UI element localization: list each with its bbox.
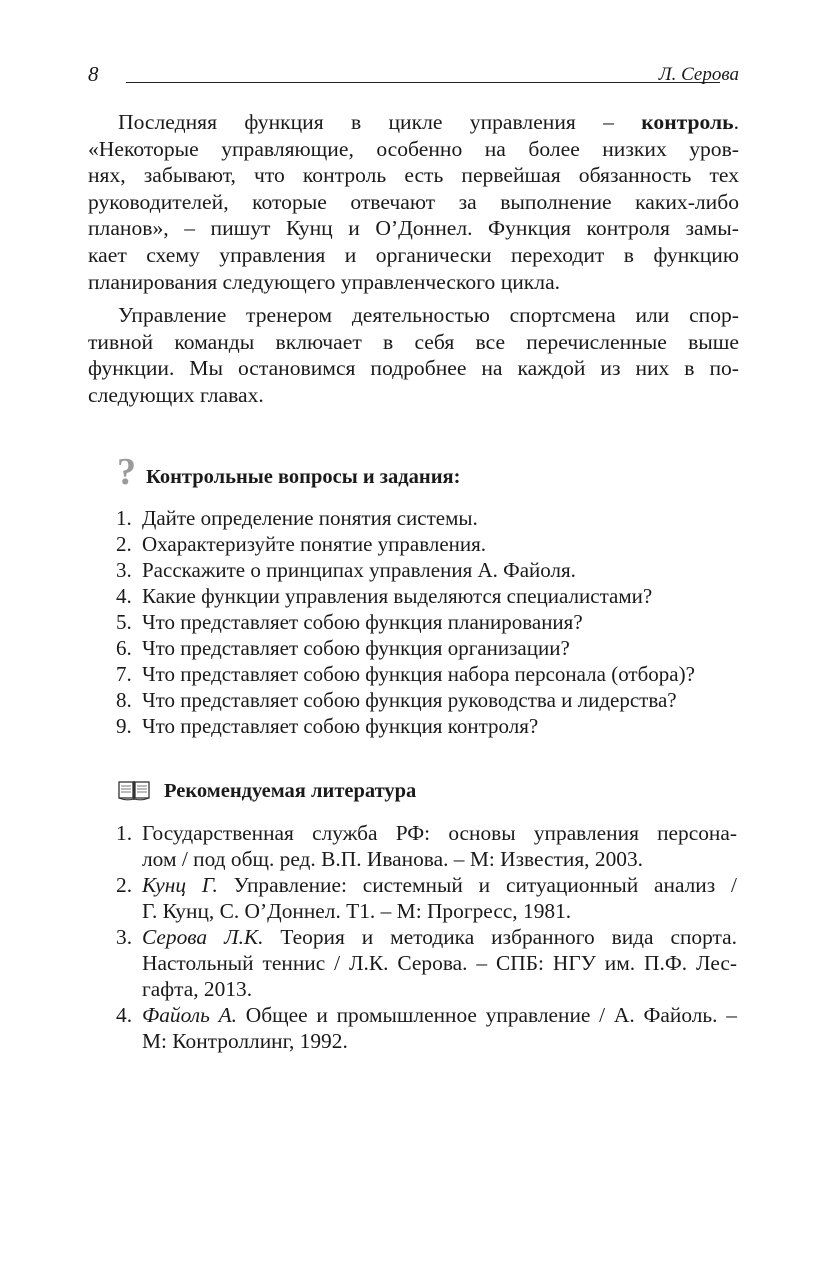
item-number: 2. [116,873,133,897]
paragraph-line: «Некоторые управляющие, особенно на более низких уров- [88,136,739,161]
text-run: Последняя функция в цикле управления – [118,110,642,134]
item-number: 4. [116,1003,133,1027]
questions-heading: Контрольные вопросы и задания: [146,466,461,488]
paragraph-line [118,109,739,136]
page-number: 8 [88,62,99,86]
paragraph-line: следующих главах. [88,382,264,407]
item-number: 5. [116,610,132,634]
list-item [116,820,737,872]
list-item [116,687,737,713]
paragraph-line: Управление тренером деятельностью спортсмена или спор- [118,303,739,327]
open-book-icon [118,779,150,801]
item-text: Что представляет собою функция руководства и лидерства? [142,688,677,712]
item-line [142,924,737,950]
list-item [116,531,737,557]
item-number: 7. [116,662,132,686]
item-line [142,872,737,898]
item-line: Настольный теннис / Л.К. Серова. – СПБ: НГУ им. П.Ф. Лес- [142,951,737,975]
item-text: Какие функции управления выделяются специалистами? [142,584,653,608]
item-number: 2. [116,532,132,556]
list-item [116,661,737,687]
running-header [88,62,739,92]
item-text: Что представляет собою функция контроля? [142,714,539,738]
list-item [116,924,737,1002]
list-item [116,713,737,739]
item-text: Что представляет собою функция организации? [142,636,570,660]
paragraph-line: функции. Мы остановимся подробнее на каждой из них в по- [88,356,739,381]
item-number: 3. [116,925,133,949]
running-author: Л. Серова [658,64,739,85]
item-number: 4. [116,584,132,608]
item-text: Общее и промышленное управление / А. Файоль. – [237,1003,737,1027]
literature-heading: Рекомендуемая литература [164,780,417,802]
paragraph-line: кает схему управления и органически переходит в функцию [88,242,739,267]
item-number: 1. [116,506,132,530]
item-text: Расскажите о принципах управления А. Файоля. [142,558,576,582]
item-text: Дайте определение понятия системы. [142,506,478,530]
literature-list [116,820,737,1054]
list-item [116,583,737,609]
paragraph-line: планов», – пишут Кунц и О’Доннел. Функция контроля замы- [88,216,739,241]
list-item [116,557,737,583]
item-author: Кунц Г. [142,873,218,897]
paragraph-control [88,109,739,295]
paragraph-line: тивной команды включает в себя все перечисленные выше [88,329,739,354]
item-line: Государственная служба РФ: основы управления персона- [142,821,737,845]
paragraph-line: руководителей, которые отвечают за выполнение каких-либо [88,189,739,214]
item-number: 1. [116,821,133,845]
item-text: Теория и методика избранного вида спорта. [263,925,737,949]
item-number: 9. [116,714,132,738]
list-item [116,505,737,531]
list-item [116,609,737,635]
item-text: Что представляет собою функция набора персонала (отбора)? [142,662,695,686]
item-line: М: Контроллинг, 1992. [142,1029,348,1053]
list-item [116,1002,737,1054]
paragraph-line: нях, забывают, что контроль есть первейшая обязанность тех [88,163,739,188]
item-author: Файоль А. [142,1003,238,1027]
item-text: Управление: системный и ситуационный анализ / [217,873,737,897]
header-rule [126,82,720,83]
paragraph-line: планирования следующего управленческого цикла. [88,269,561,294]
item-text: Охарактеризуйте понятие управления. [142,532,487,556]
question-mark-icon: ? [117,451,136,493]
item-line [142,1002,737,1028]
questions-list [116,505,737,739]
item-author: Серова Л.К. [142,925,264,949]
item-number: 8. [116,688,132,712]
paragraph-coach [88,302,739,408]
item-line: лом / под общ. ред. В.П. Иванова. – М: Известия, 2003. [142,847,643,871]
item-text: Что представляет собою функция планирования? [142,610,583,634]
list-item [116,872,737,924]
item-number: 3. [116,558,132,582]
item-line: Г. Кунц, С. О’Доннел. Т1. – М: Прогресс, 1981. [142,899,572,923]
item-line: гафта, 2013. [142,977,253,1001]
text-run: . [733,110,739,134]
list-item [116,635,737,661]
item-number: 6. [116,636,132,660]
bold-term: контроль [641,110,734,134]
